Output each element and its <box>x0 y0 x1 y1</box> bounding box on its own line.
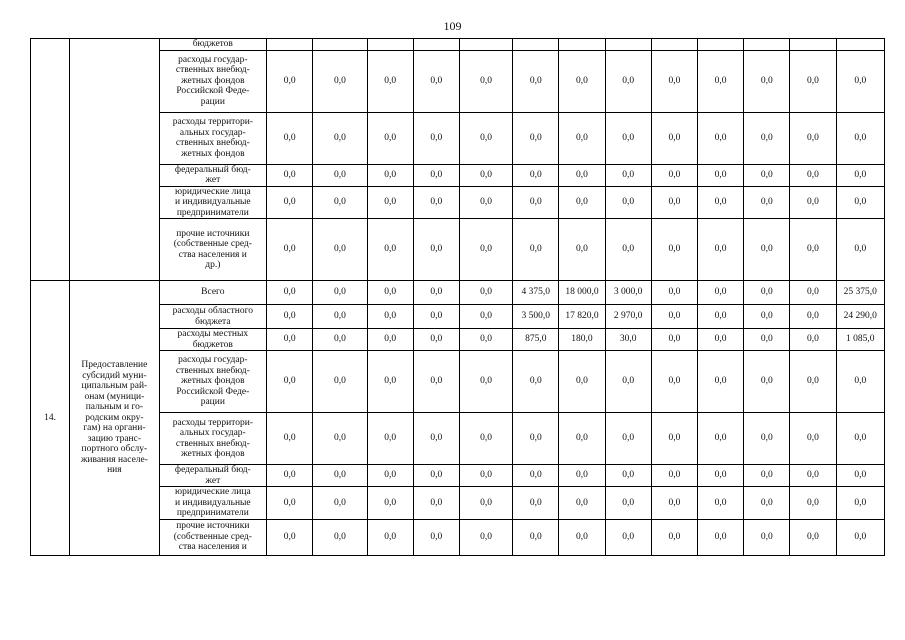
value-cell: 0,0 <box>513 351 559 413</box>
value-cell: 0,0 <box>267 186 313 219</box>
value-cell: 0,0 <box>459 329 512 351</box>
value-cell: 25 375,0 <box>836 281 884 305</box>
value-cell: 0,0 <box>513 186 559 219</box>
value-cell: 0,0 <box>559 519 605 555</box>
value-cell: 0,0 <box>697 465 743 487</box>
measure-name-cell: Предоставление субсидий муни- ципальным рай- онам (муници- пальным и го- родским окру- гам) на органи- зацию транс- портного обслу- живания населе- ния <box>70 281 159 556</box>
value-cell: 0,0 <box>459 112 512 164</box>
value-cell: 0,0 <box>513 112 559 164</box>
table-row <box>31 413 885 465</box>
value-cell: 0,0 <box>413 164 459 186</box>
value-cell: 0,0 <box>790 519 836 555</box>
value-cell: 3 000,0 <box>605 281 651 305</box>
value-cell: 0,0 <box>559 487 605 520</box>
value-cell: 0,0 <box>697 164 743 186</box>
value-cell: 0,0 <box>836 50 884 112</box>
value-cell <box>313 39 367 51</box>
value-cell: 0,0 <box>790 351 836 413</box>
value-cell: 0,0 <box>744 164 790 186</box>
funding-source-cell: расходы территори- альных государ- ственных внебюд- жетных фондов <box>159 413 267 465</box>
value-cell: 0,0 <box>651 519 697 555</box>
value-cell: 0,0 <box>790 487 836 520</box>
value-cell: 0,0 <box>267 112 313 164</box>
value-cell: 0,0 <box>697 50 743 112</box>
value-cell: 0,0 <box>651 329 697 351</box>
value-cell: 0,0 <box>836 112 884 164</box>
value-cell: 0,0 <box>651 465 697 487</box>
value-cell: 2 970,0 <box>605 305 651 329</box>
value-cell: 0,0 <box>697 281 743 305</box>
value-cell: 0,0 <box>413 186 459 219</box>
value-cell: 0,0 <box>267 413 313 465</box>
value-cell: 0,0 <box>744 351 790 413</box>
page-number: 109 <box>443 19 462 33</box>
value-cell: 0,0 <box>559 112 605 164</box>
value-cell: 0,0 <box>790 112 836 164</box>
value-cell: 0,0 <box>367 351 413 413</box>
value-cell: 0,0 <box>313 50 367 112</box>
table-row <box>31 50 885 112</box>
value-cell: 0,0 <box>413 281 459 305</box>
value-cell: 0,0 <box>559 50 605 112</box>
value-cell: 0,0 <box>651 164 697 186</box>
table-row <box>31 39 885 51</box>
value-cell: 0,0 <box>459 281 512 305</box>
value-cell: 0,0 <box>413 329 459 351</box>
value-cell <box>790 39 836 51</box>
table-row <box>31 164 885 186</box>
value-cell: 0,0 <box>367 305 413 329</box>
value-cell: 0,0 <box>367 329 413 351</box>
value-cell: 0,0 <box>790 219 836 281</box>
value-cell: 0,0 <box>367 519 413 555</box>
value-cell: 0,0 <box>697 519 743 555</box>
value-cell: 0,0 <box>744 487 790 520</box>
value-cell: 0,0 <box>651 186 697 219</box>
value-cell: 0,0 <box>413 305 459 329</box>
value-cell: 0,0 <box>744 329 790 351</box>
value-cell: 0,0 <box>367 164 413 186</box>
value-cell: 0,0 <box>836 219 884 281</box>
value-cell: 180,0 <box>559 329 605 351</box>
value-cell: 0,0 <box>459 351 512 413</box>
value-cell: 0,0 <box>559 413 605 465</box>
value-cell: 0,0 <box>651 351 697 413</box>
value-cell: 0,0 <box>367 50 413 112</box>
value-cell: 0,0 <box>513 413 559 465</box>
value-cell: 0,0 <box>559 465 605 487</box>
value-cell: 0,0 <box>651 305 697 329</box>
value-cell: 0,0 <box>513 487 559 520</box>
value-cell: 0,0 <box>367 413 413 465</box>
measure-name-cell <box>70 39 159 281</box>
value-cell: 0,0 <box>313 112 367 164</box>
value-cell: 0,0 <box>367 487 413 520</box>
value-cell <box>697 39 743 51</box>
value-cell: 0,0 <box>313 305 367 329</box>
value-cell: 0,0 <box>651 413 697 465</box>
value-cell: 0,0 <box>413 351 459 413</box>
value-cell: 0,0 <box>459 413 512 465</box>
value-cell: 0,0 <box>459 305 512 329</box>
value-cell: 0,0 <box>697 186 743 219</box>
value-cell: 0,0 <box>744 186 790 219</box>
value-cell: 0,0 <box>697 219 743 281</box>
value-cell <box>413 39 459 51</box>
table-row <box>31 329 885 351</box>
value-cell: 30,0 <box>605 329 651 351</box>
table-row <box>31 487 885 520</box>
value-cell: 0,0 <box>267 281 313 305</box>
value-cell: 0,0 <box>744 112 790 164</box>
value-cell: 0,0 <box>413 50 459 112</box>
value-cell: 0,0 <box>267 219 313 281</box>
funding-source-cell: бюджетов <box>159 39 267 51</box>
value-cell: 0,0 <box>744 413 790 465</box>
value-cell: 0,0 <box>313 519 367 555</box>
value-cell <box>267 39 313 51</box>
value-cell: 0,0 <box>267 351 313 413</box>
value-cell: 0,0 <box>413 112 459 164</box>
budget-table <box>30 38 885 556</box>
value-cell: 0,0 <box>790 50 836 112</box>
value-cell: 0,0 <box>413 219 459 281</box>
value-cell: 0,0 <box>697 351 743 413</box>
value-cell: 0,0 <box>267 487 313 520</box>
value-cell: 0,0 <box>459 519 512 555</box>
funding-source-cell: расходы местных бюджетов <box>159 329 267 351</box>
row-number-cell <box>31 39 70 281</box>
value-cell: 0,0 <box>313 487 367 520</box>
table-row <box>31 351 885 413</box>
value-cell <box>744 39 790 51</box>
funding-source-cell: федеральный бюд- жет <box>159 164 267 186</box>
value-cell: 0,0 <box>697 413 743 465</box>
value-cell: 0,0 <box>559 219 605 281</box>
value-cell: 0,0 <box>313 329 367 351</box>
value-cell: 0,0 <box>605 186 651 219</box>
value-cell: 0,0 <box>790 281 836 305</box>
table-row <box>31 305 885 329</box>
funding-source-cell: расходы областного бюджета <box>159 305 267 329</box>
value-cell: 0,0 <box>559 351 605 413</box>
value-cell: 0,0 <box>459 50 512 112</box>
value-cell: 24 290,0 <box>836 305 884 329</box>
value-cell: 0,0 <box>413 465 459 487</box>
value-cell: 0,0 <box>413 519 459 555</box>
value-cell: 0,0 <box>697 305 743 329</box>
value-cell: 0,0 <box>313 219 367 281</box>
table-row <box>31 281 885 305</box>
funding-source-cell: юридические лица и индивидуальные предприниматели <box>159 487 267 520</box>
value-cell: 0,0 <box>605 219 651 281</box>
value-cell: 0,0 <box>513 519 559 555</box>
value-cell <box>513 39 559 51</box>
value-cell: 0,0 <box>744 519 790 555</box>
funding-source-cell: Всего <box>159 281 267 305</box>
value-cell: 0,0 <box>605 413 651 465</box>
value-cell: 0,0 <box>513 50 559 112</box>
value-cell: 0,0 <box>651 487 697 520</box>
table-row <box>31 112 885 164</box>
funding-source-cell: расходы государ- ственных внебюд- жетных фондов Российской Феде- рации <box>159 50 267 112</box>
value-cell: 0,0 <box>790 305 836 329</box>
value-cell: 0,0 <box>367 186 413 219</box>
value-cell: 0,0 <box>313 413 367 465</box>
value-cell: 0,0 <box>836 465 884 487</box>
value-cell: 1 085,0 <box>836 329 884 351</box>
value-cell: 0,0 <box>744 219 790 281</box>
value-cell: 0,0 <box>267 329 313 351</box>
value-cell: 0,0 <box>790 413 836 465</box>
value-cell: 875,0 <box>513 329 559 351</box>
value-cell: 0,0 <box>651 50 697 112</box>
funding-source-cell: расходы государ- ственных внебюд- жетных фондов Российской Феде- рации <box>159 351 267 413</box>
value-cell: 0,0 <box>744 281 790 305</box>
value-cell: 0,0 <box>413 487 459 520</box>
value-cell: 0,0 <box>836 164 884 186</box>
value-cell: 0,0 <box>459 186 512 219</box>
value-cell: 0,0 <box>367 219 413 281</box>
value-cell: 0,0 <box>367 465 413 487</box>
table-body <box>31 39 885 556</box>
value-cell: 0,0 <box>697 487 743 520</box>
value-cell: 0,0 <box>790 186 836 219</box>
row-number-cell: 14. <box>31 281 70 556</box>
value-cell: 0,0 <box>605 112 651 164</box>
value-cell: 0,0 <box>367 112 413 164</box>
value-cell: 0,0 <box>313 186 367 219</box>
value-cell <box>559 39 605 51</box>
funding-source-cell: юридические лица и индивидуальные предприниматели <box>159 186 267 219</box>
value-cell: 18 000,0 <box>559 281 605 305</box>
value-cell: 0,0 <box>744 465 790 487</box>
value-cell: 0,0 <box>790 329 836 351</box>
value-cell <box>459 39 512 51</box>
value-cell: 0,0 <box>790 164 836 186</box>
table-row <box>31 186 885 219</box>
value-cell: 0,0 <box>267 50 313 112</box>
value-cell: 0,0 <box>744 305 790 329</box>
value-cell: 0,0 <box>651 112 697 164</box>
value-cell: 0,0 <box>267 519 313 555</box>
value-cell: 0,0 <box>313 164 367 186</box>
value-cell: 0,0 <box>559 164 605 186</box>
value-cell: 0,0 <box>836 519 884 555</box>
value-cell: 0,0 <box>559 186 605 219</box>
value-cell <box>836 39 884 51</box>
value-cell: 0,0 <box>605 487 651 520</box>
value-cell: 17 820,0 <box>559 305 605 329</box>
value-cell: 0,0 <box>459 487 512 520</box>
value-cell: 0,0 <box>513 465 559 487</box>
value-cell: 0,0 <box>313 351 367 413</box>
value-cell: 0,0 <box>459 465 512 487</box>
value-cell: 0,0 <box>513 164 559 186</box>
funding-source-cell: прочие источники (собственные сред- ства населения и <box>159 519 267 555</box>
value-cell: 0,0 <box>413 413 459 465</box>
value-cell: 0,0 <box>790 465 836 487</box>
table-row <box>31 465 885 487</box>
value-cell: 0,0 <box>836 487 884 520</box>
table-row <box>31 519 885 555</box>
value-cell <box>605 39 651 51</box>
value-cell: 0,0 <box>651 281 697 305</box>
value-cell: 0,0 <box>836 351 884 413</box>
value-cell: 0,0 <box>836 413 884 465</box>
funding-source-cell: федеральный бюд- жет <box>159 465 267 487</box>
value-cell: 3 500,0 <box>513 305 559 329</box>
value-cell: 0,0 <box>267 164 313 186</box>
value-cell: 0,0 <box>313 465 367 487</box>
value-cell: 0,0 <box>267 305 313 329</box>
value-cell <box>651 39 697 51</box>
value-cell: 0,0 <box>697 329 743 351</box>
value-cell: 0,0 <box>605 519 651 555</box>
value-cell: 4 375,0 <box>513 281 559 305</box>
value-cell: 0,0 <box>313 281 367 305</box>
value-cell: 0,0 <box>513 219 559 281</box>
value-cell: 0,0 <box>651 219 697 281</box>
value-cell: 0,0 <box>605 50 651 112</box>
value-cell: 0,0 <box>267 465 313 487</box>
value-cell: 0,0 <box>697 112 743 164</box>
value-cell: 0,0 <box>605 465 651 487</box>
value-cell: 0,0 <box>744 50 790 112</box>
funding-source-cell: прочие источники (собственные сред- ства населения и др.) <box>159 219 267 281</box>
value-cell: 0,0 <box>459 164 512 186</box>
value-cell <box>367 39 413 51</box>
value-cell: 0,0 <box>367 281 413 305</box>
value-cell: 0,0 <box>836 186 884 219</box>
value-cell: 0,0 <box>605 164 651 186</box>
funding-source-cell: расходы территори- альных государ- ственных внебюд- жетных фондов <box>159 112 267 164</box>
value-cell: 0,0 <box>605 351 651 413</box>
value-cell: 0,0 <box>459 219 512 281</box>
table-row <box>31 219 885 281</box>
